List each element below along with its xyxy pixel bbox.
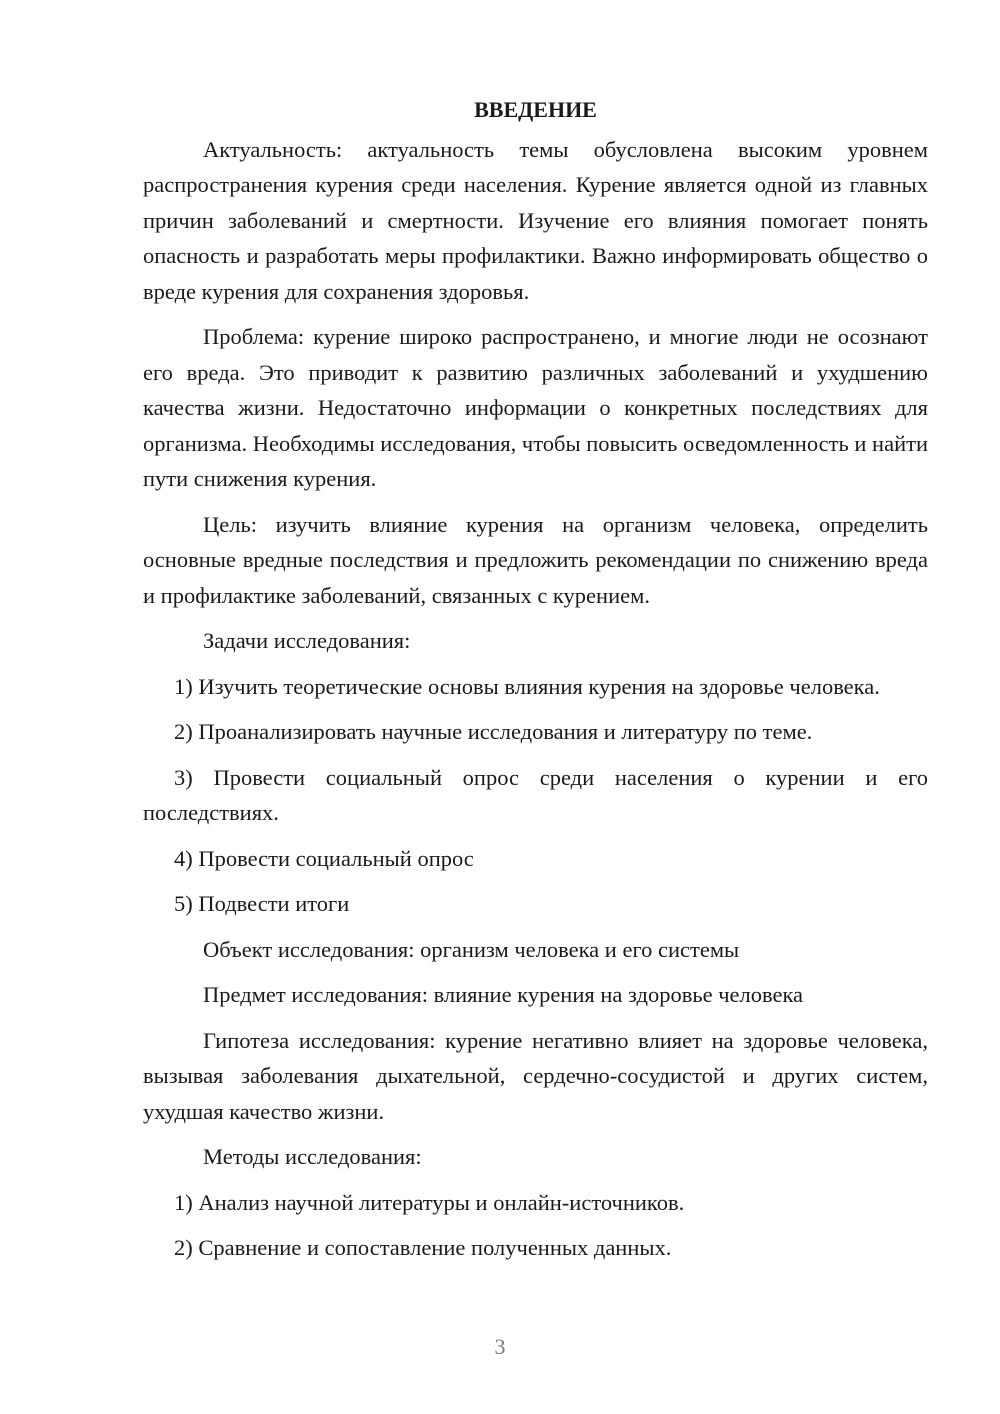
research-subject: Предмет исследования: влияние курения на здоровье человека xyxy=(203,982,804,1007)
paragraph-goal: Цель: изучить влияние курения на организм человека, определить основные вредные последствия и предложить рекомендации по снижению вреда и профилактике заболеваний, связанных с курением. xyxy=(143,511,928,608)
task-item-1: 1) Изучить теоретические основы влияния курения на здоровье человека. xyxy=(174,673,880,699)
task-item-5: 5) Подвести итоги xyxy=(174,891,350,916)
paragraph-problem: Проблема: курение широко распространено, и многие люди не осознают его вреда. Это приводит к развитию различных заболеваний и ухудшению качества жизни. Недостаточно информации о конкретных последствиях для организма. Необходимы исследования, чтобы повысить осведомленность и найти пути снижения курения. xyxy=(143,324,928,491)
task-item-3: 3) Провести социальный опрос среди населения о курении и его последствиях. xyxy=(143,764,928,825)
research-object: Объект исследования: организм человека и его системы xyxy=(203,936,740,962)
tasks-heading: Задачи исследования: xyxy=(203,628,411,653)
research-hypothesis: Гипотеза исследования: курение негативно влияет на здоровье человека, вызывая заболевания дыхательной, сердечно-сосудистой и других систем, ухудшая качество жизни. xyxy=(143,1027,928,1124)
task-item-4: 4) Провести социальный опрос xyxy=(174,845,474,871)
method-item-2: 2) Сравнение и сопоставление полученных данных. xyxy=(174,1235,672,1260)
document-page xyxy=(143,92,928,1276)
page-number: 3 xyxy=(494,1334,506,1359)
task-item-2: 2) Проанализировать научные исследования и литературу по теме. xyxy=(174,719,813,744)
method-item-1: 1) Анализ научной литературы и онлайн-источников. xyxy=(174,1189,685,1215)
section-title: ВВЕДЕНИЕ xyxy=(474,97,597,122)
methods-heading: Методы исследования: xyxy=(203,1144,422,1169)
paragraph-relevance: Актуальность: актуальность темы обусловлена высоким уровнем распространения курения среди населения. Курение является одной из главных причин заболеваний и смертности. Изучение его влияния помогает понять опасность и разработать меры профилактики. Важно информировать общество о вреде курения для сохранения здоровья. xyxy=(143,136,928,304)
